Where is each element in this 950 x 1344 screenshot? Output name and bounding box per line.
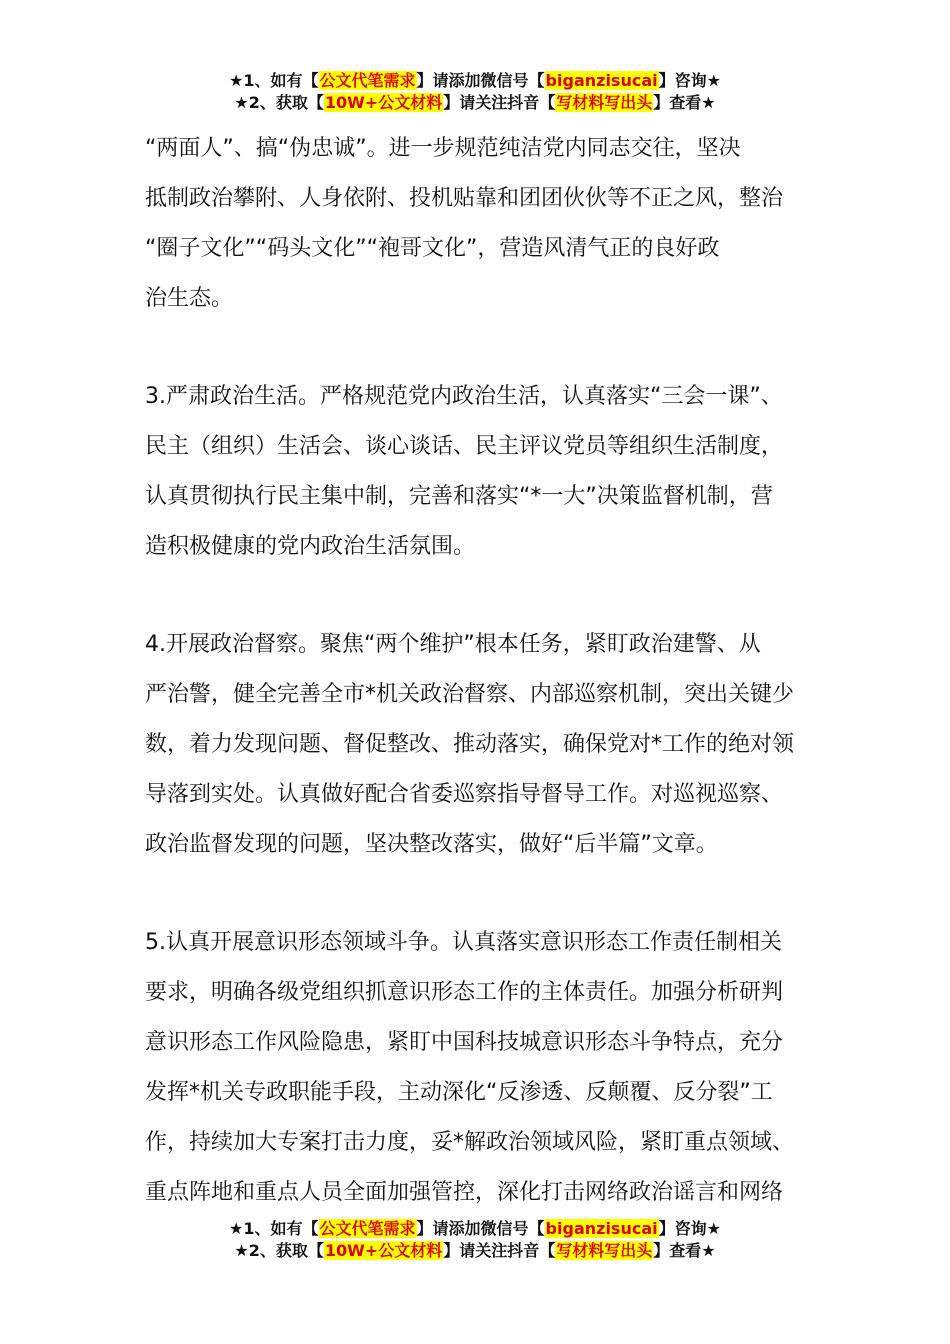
text-line: 治生态。: [145, 286, 234, 311]
banner-line-1: [0, 1218, 950, 1240]
banner-highlight-wechat: biganzisucai: [545, 1219, 658, 1238]
text-line: 严治警，健全完善全市*机关政治督察、内部巡察机制，突出关键少: [145, 682, 795, 707]
paragraph-gap: [145, 324, 825, 372]
banner-text: 】请关注抖音【: [443, 93, 556, 112]
document-body: [145, 124, 825, 1218]
banner-highlight: 10W+公文材料: [324, 93, 443, 112]
banner-text: ★2、获取【: [234, 93, 324, 112]
text-line: 3.严肃政治生活。严格规范党内政治生活，认真落实“三会一课”、: [145, 384, 783, 409]
banner-text: 】咨询★: [658, 71, 721, 90]
text-line: 民主（组织）生活会、谈心谈话、民主评议党员等组织生活制度，: [145, 434, 784, 459]
text-line: 抵制政治攀附、人身依附、投机贴靠和团团伙伙等不正之风，整治: [145, 186, 784, 211]
banner-line-1: [0, 70, 950, 92]
paragraph: [145, 372, 825, 572]
text-line: 作，持续加大专案打击力度，妥*解政治领域风险，紧盯重点领域、: [145, 1130, 795, 1155]
banner-text: ★1、如有【: [229, 71, 319, 90]
text-line: 5.认真开展意识形态领域斗争。认真落实意识形态工作责任制相关: [145, 930, 782, 955]
banner-text: ★1、如有【: [229, 1219, 319, 1238]
banner-highlight: 公文代笔需求: [319, 1219, 416, 1238]
banner-highlight-douyin: 写材料写出头: [556, 1241, 653, 1260]
banner-highlight: 公文代笔需求: [319, 71, 416, 90]
banner-text: 】查看★: [653, 1241, 716, 1260]
text-line: 发挥*机关专政职能手段，主动深化“反渗透、反颠覆、反分裂”工: [145, 1080, 773, 1105]
text-line: 要求，明确各级党组织抓意识形态工作的主体责任。加强分析研判: [145, 980, 784, 1005]
banner-line-2: [0, 92, 950, 114]
paragraph: [145, 918, 825, 1218]
text-line: “两面人”、搞“伪忠诚”。进一步规范纯洁党内同志交往，坚决: [145, 136, 741, 161]
footer-banner: [0, 1218, 950, 1262]
banner-highlight-wechat: biganzisucai: [545, 71, 658, 90]
paragraph: [145, 124, 825, 324]
banner-text: 】请添加微信号【: [416, 71, 545, 90]
paragraph-gap: [145, 870, 825, 918]
paragraph: [145, 620, 825, 870]
banner-text: 】咨询★: [658, 1219, 721, 1238]
paragraph-gap: [145, 572, 825, 620]
banner-highlight-douyin: 写材料写出头: [556, 93, 653, 112]
banner-line-2: [0, 1240, 950, 1262]
text-line: 政治监督发现的问题，坚决整改落实，做好“后半篇”文章。: [145, 832, 718, 857]
banner-text: ★2、获取【: [234, 1241, 324, 1260]
banner-text: 】请关注抖音【: [443, 1241, 556, 1260]
banner-highlight: 10W+公文材料: [324, 1241, 443, 1260]
text-line: 造积极健康的党内政治生活氛围。: [145, 534, 476, 559]
text-line: 重点阵地和重点人员全面加强管控，深化打击网络政治谣言和网络: [145, 1180, 784, 1205]
banner-text: 】请添加微信号【: [416, 1219, 545, 1238]
text-line: 认真贯彻执行民主集中制，完善和落实“*一大”决策监督机制，营: [145, 484, 773, 509]
text-line: 4.开展政治督察。聚焦“两个维护”根本任务，紧盯政治建警、从: [145, 632, 761, 657]
text-line: “圈子文化”“码头文化”“袍哥文化”，营造风清气正的良好政: [145, 236, 720, 261]
header-banner: [0, 70, 950, 114]
banner-text: 】查看★: [653, 93, 716, 112]
text-line: 导落到实处。认真做好配合省委巡察指导督导工作。对巡视巡察、: [145, 782, 784, 807]
text-line: 意识形态工作风险隐患，紧盯中国科技城意识形态斗争特点，充分: [145, 1030, 784, 1055]
text-line: 数，着力发现问题、督促整改、推动落实，确保党对*工作的绝对领: [145, 732, 795, 757]
